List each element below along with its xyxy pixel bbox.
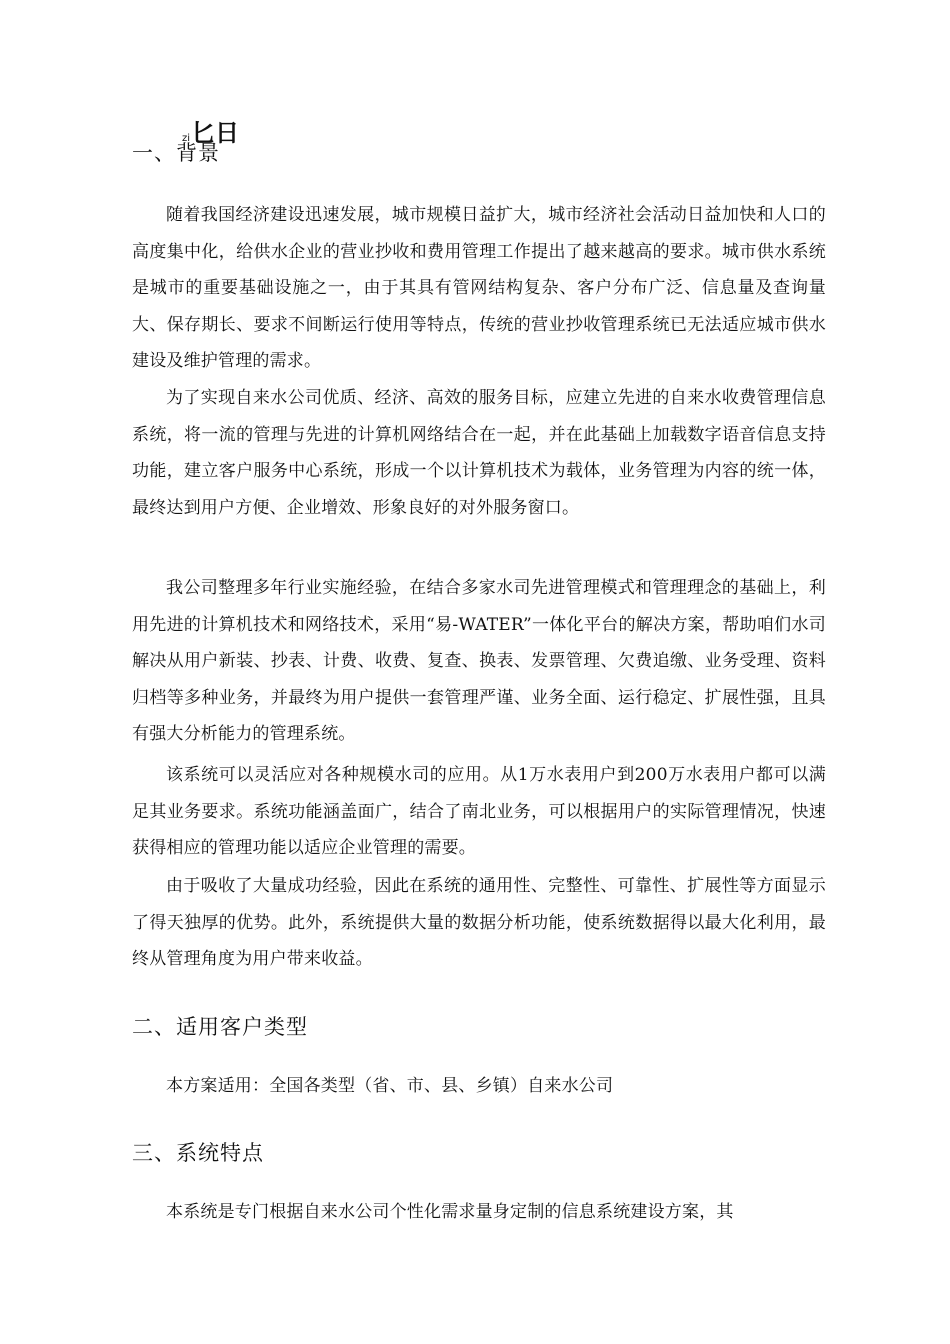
background-paragraph-5: 由于吸收了大量成功经验，因此在系统的通用性、完整性、可靠性、扩展性等方面显示了得天独厚的优势。此外，系统提供大量的数据分析功能，使系统数据得以最大化利用，最终从管理角度为用户带来收益。 xyxy=(132,876,826,969)
section-heading-customer-types: 二、适用客户类型 xyxy=(132,1015,308,1039)
customer-types-paragraph: 本方案适用：全国各类型（省、市、县、乡镇）自来水公司 xyxy=(166,1076,614,1096)
background-paragraph-4: 该系统可以灵活应对各种规模水司的应用。从1万水表用户到200万水表用户都可以满足其业务要求。系统功能涵盖面广，结合了南北业务，可以根据用户的实际管理情况，快速获得相应的管理功能以适应企业管理的需要。 xyxy=(132,765,826,858)
header-artifact-large: 匕日 xyxy=(191,119,240,147)
system-features-paragraph: 本系统是专门根据自来水公司个性化需求量身定制的信息系统建设方案，其 xyxy=(166,1202,734,1222)
header-artifact-small: zi xyxy=(182,133,191,144)
background-paragraph-3: 我公司整理多年行业实施经验，在结合多家水司先进管理模式和管理理念的基础上，利用先进的计算机技术和网络技术，采用“易-WATER”一体化平台的解决方案，帮助咱们水司解决从用户新装、抄表、计费、收费、复查、换表、发票管理、欠费追缴、业务受理、资料归档等多种业务，并最终为用户提供一套管理严谨、业务全面、运行稳定、扩展性强，且具有强大分析能力的管理系统。 xyxy=(132,578,826,744)
section-heading-background: 一、背景 xyxy=(132,141,220,165)
background-paragraph-2: 为了实现自来水公司优质、经济、高效的服务目标，应建立先进的自来水收费管理信息系统，将一流的管理与先进的计算机网络结合在一起，并在此基础上加载数字语音信息支持功能，建立客户服务中心系统，形成一个以计算机技术为载体，业务管理为内容的统一体，最终达到用户方便、企业增效、形象良好的对外服务窗口。 xyxy=(132,388,826,518)
background-paragraph-1: 随着我国经济建设迅速发展，城市规模日益扩大，城市经济社会活动日益加快和人口的高度集中化，给供水企业的营业抄收和费用管理工作提出了越来越高的要求。城市供水系统是城市的重要基础设施之一，由于其具有管网结构复杂、客户分布广泛、信息量及查询量大、保存期长、要求不间断运行使用等特点，传统的营业抄收管理系统已无法适应城市供水建设及维护管理的需求。 xyxy=(132,205,826,371)
section-heading-system-features: 三、系统特点 xyxy=(132,1141,264,1165)
